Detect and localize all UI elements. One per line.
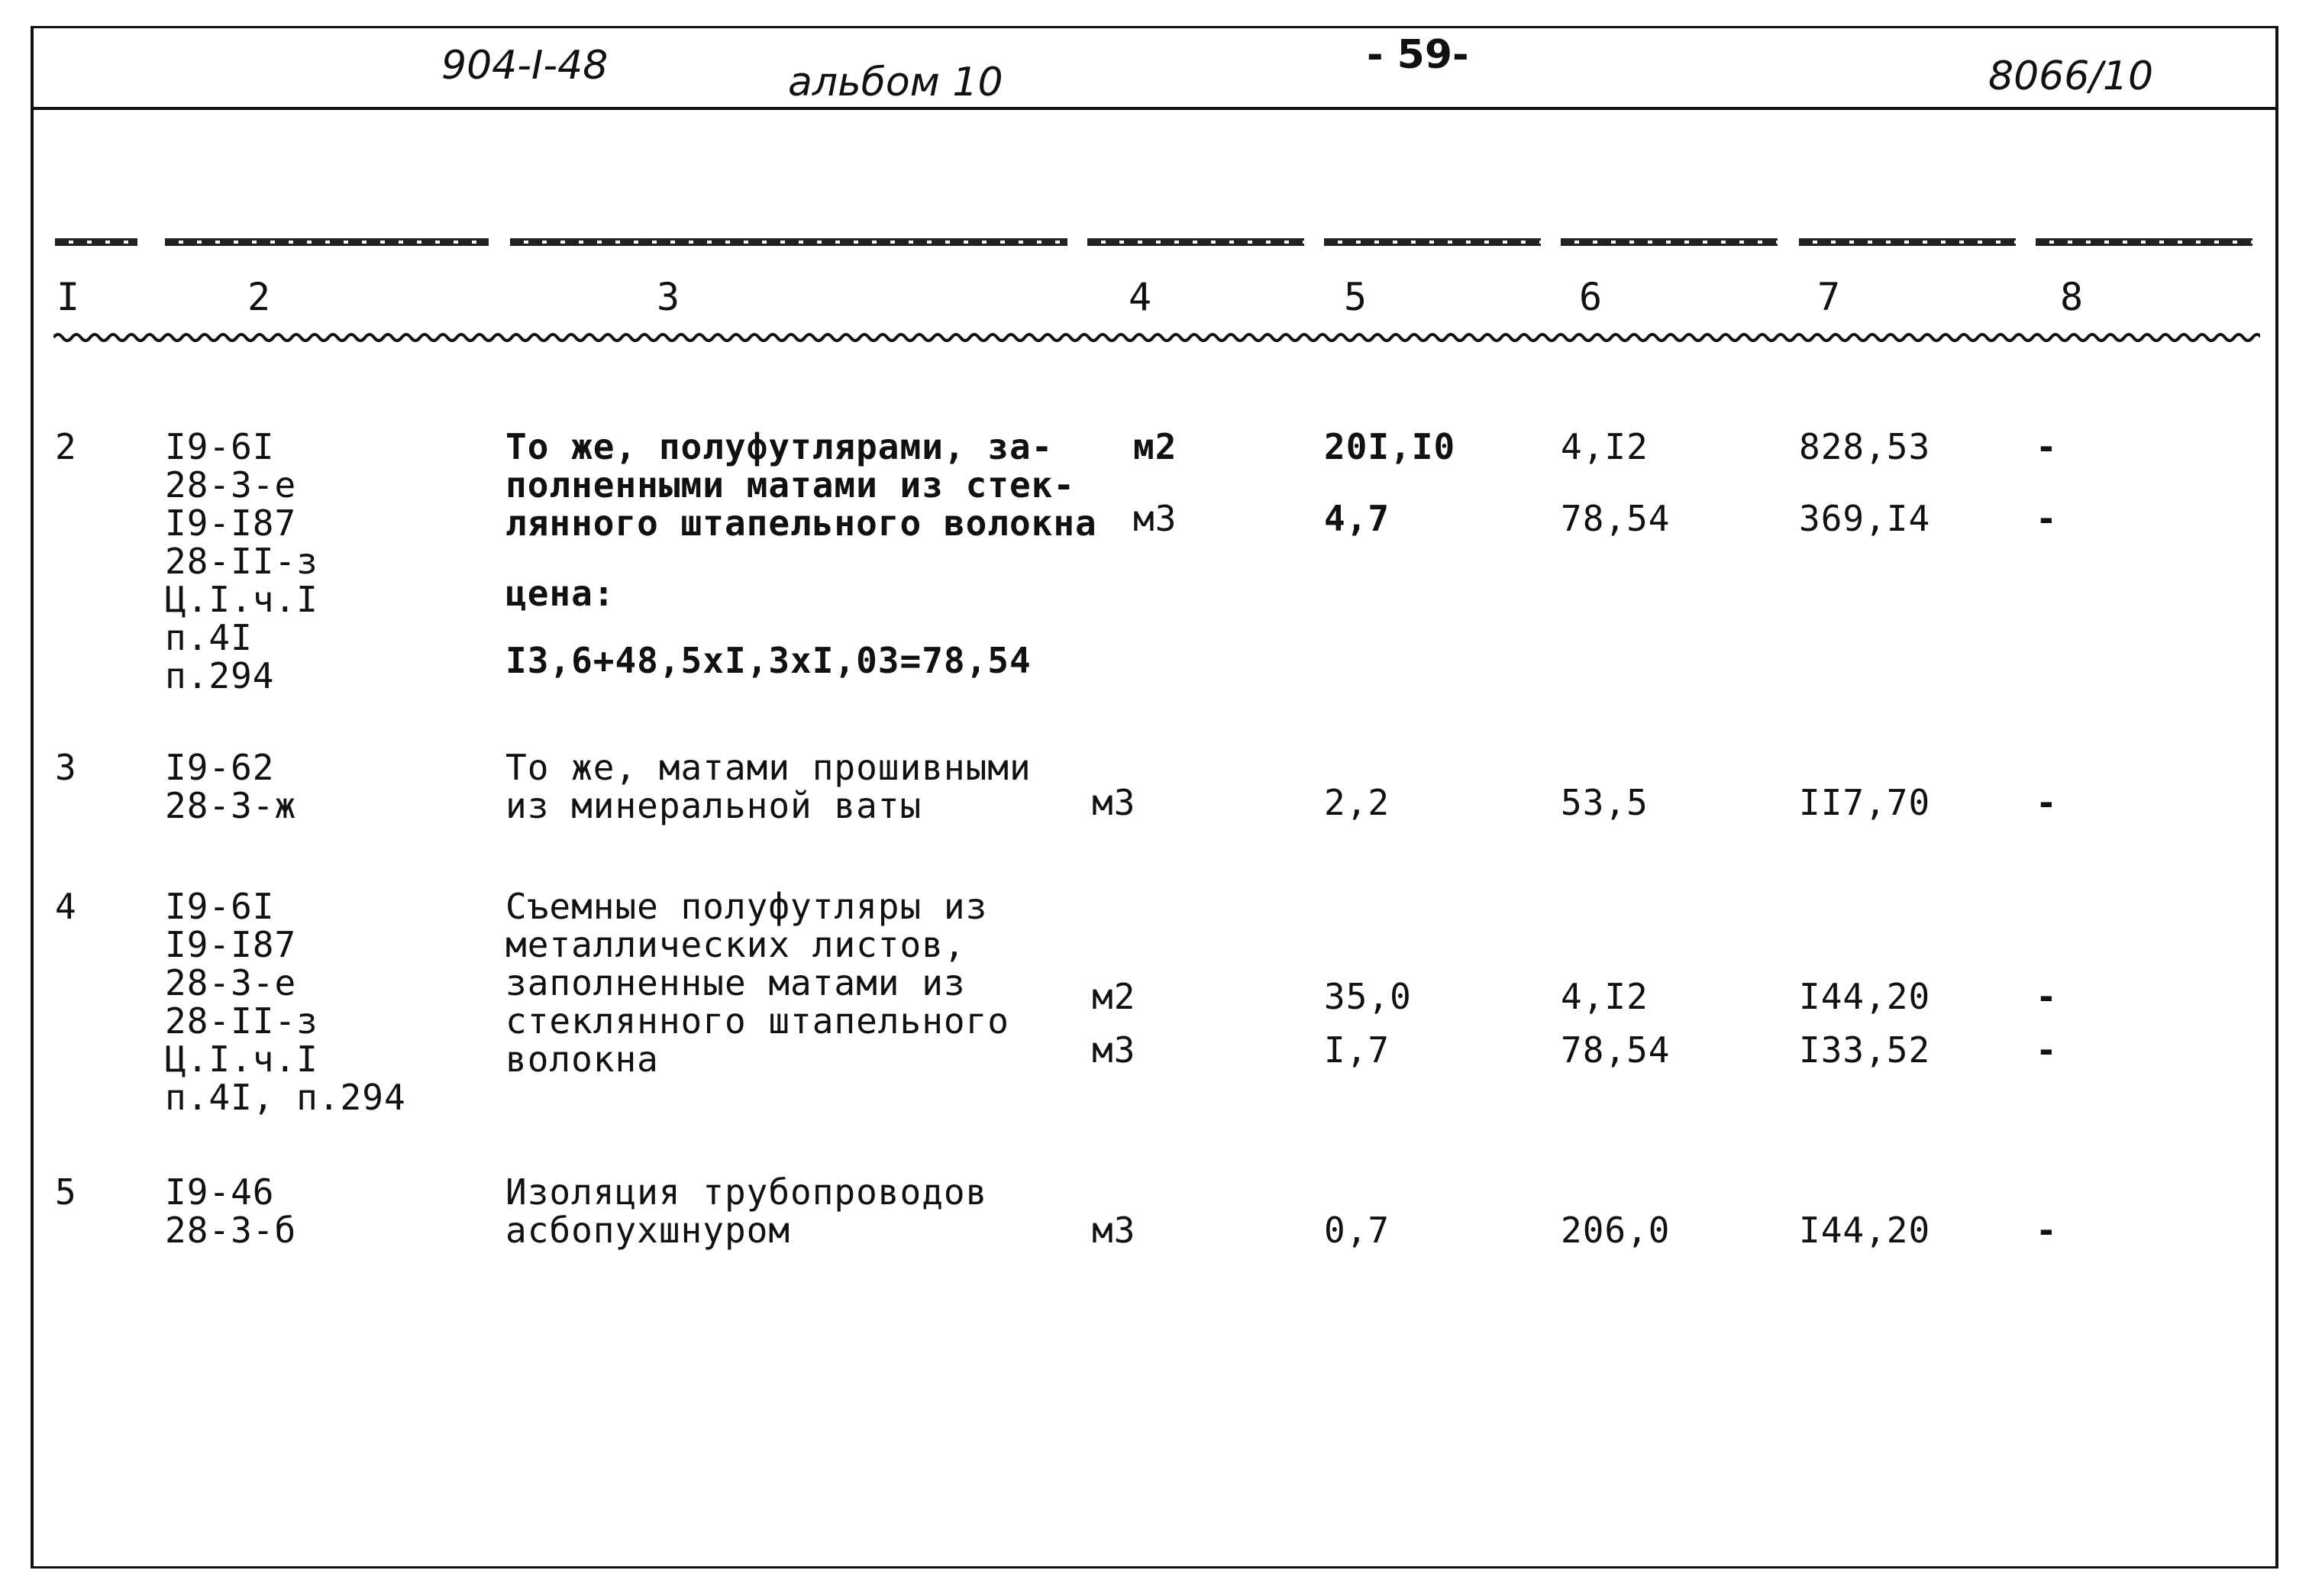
page-number: - 59-: [1367, 32, 1469, 78]
row-codes: I9-62 28-3-ж: [165, 747, 297, 826]
row-codes: I9-46 28-3-б: [165, 1171, 297, 1251]
total: 828,53: [1799, 426, 1931, 467]
column-number-4: 4: [1129, 275, 1152, 319]
unit: м3: [1092, 1029, 1136, 1071]
col8-value: -: [2036, 426, 2058, 467]
column-number-2: 2: [247, 275, 271, 319]
unit: м2: [1133, 426, 1177, 467]
quantity: I,7: [1324, 1029, 1390, 1071]
row-description: Изоляция трубопроводов асбопухшнуром: [505, 1171, 988, 1251]
column-number-7: 7: [1817, 275, 1841, 319]
unit: м3: [1092, 782, 1136, 823]
quantity: 35,0: [1324, 976, 1412, 1017]
unit-price: 53,5: [1561, 782, 1649, 823]
price-label: цена:: [505, 573, 615, 614]
row-codes: I9-6I I9-I87 28-3-е 28-II-з Ц.I.ч.I п.4I, п.294: [165, 886, 406, 1118]
row-codes: I9-6I 28-3-е I9-I87 28-II-з Ц.I.ч.I п.4I п.294: [165, 426, 318, 696]
quantity: 2,2: [1324, 782, 1390, 823]
total: 369,I4: [1799, 498, 1931, 539]
col8-value: -: [2036, 1210, 2058, 1251]
row-number: 2: [55, 426, 77, 467]
quantity: 0,7: [1324, 1210, 1390, 1251]
column-number-3: 3: [657, 275, 680, 319]
col8-value: -: [2036, 1029, 2058, 1071]
page-frame: [31, 26, 2278, 1569]
unit-price: 78,54: [1561, 1029, 1671, 1071]
total: I44,20: [1799, 976, 1931, 1017]
price-formula: I3,6+48,5xI,3xI,03=78,54: [505, 640, 1032, 681]
quantity: 4,7: [1324, 498, 1390, 539]
col8-value: -: [2036, 782, 2058, 823]
album-label: альбом 10: [788, 60, 1003, 105]
unit-price: 78,54: [1561, 498, 1671, 539]
row-number: 5: [55, 1171, 77, 1213]
doc-code: 904-I-48: [441, 43, 609, 89]
total: I44,20: [1799, 1210, 1931, 1251]
column-header-underline: [53, 327, 2260, 345]
row-description: Съемные полуфутляры из металлических листов, заполненные матами из стеклянного штапельного волокна: [505, 886, 1009, 1080]
row-number: 3: [55, 747, 77, 788]
total: I33,52: [1799, 1029, 1931, 1071]
unit-price: 4,I2: [1561, 426, 1649, 467]
sheet-number: 8066/10: [1988, 53, 2154, 99]
column-number-1: I: [57, 275, 80, 319]
column-number-8: 8: [2060, 275, 2084, 319]
total: II7,70: [1799, 782, 1931, 823]
unit: м3: [1092, 1210, 1136, 1251]
unit: м2: [1092, 976, 1136, 1017]
row-number: 4: [55, 886, 77, 927]
row-description: То же, полуфутлярами, за- полненными матами из стек- лянного штапельного волокна: [505, 426, 1097, 544]
column-number-6: 6: [1579, 275, 1603, 319]
unit-price: 206,0: [1561, 1210, 1671, 1251]
unit: м3: [1133, 498, 1177, 539]
header-rule: [31, 107, 2278, 110]
row-description: То же, матами прошивными из минеральной ваты: [505, 747, 1032, 826]
unit-price: 4,I2: [1561, 976, 1649, 1017]
quantity: 20I,I0: [1324, 426, 1456, 467]
col8-value: -: [2036, 498, 2058, 539]
col8-value: -: [2036, 976, 2058, 1017]
column-number-5: 5: [1344, 275, 1368, 319]
